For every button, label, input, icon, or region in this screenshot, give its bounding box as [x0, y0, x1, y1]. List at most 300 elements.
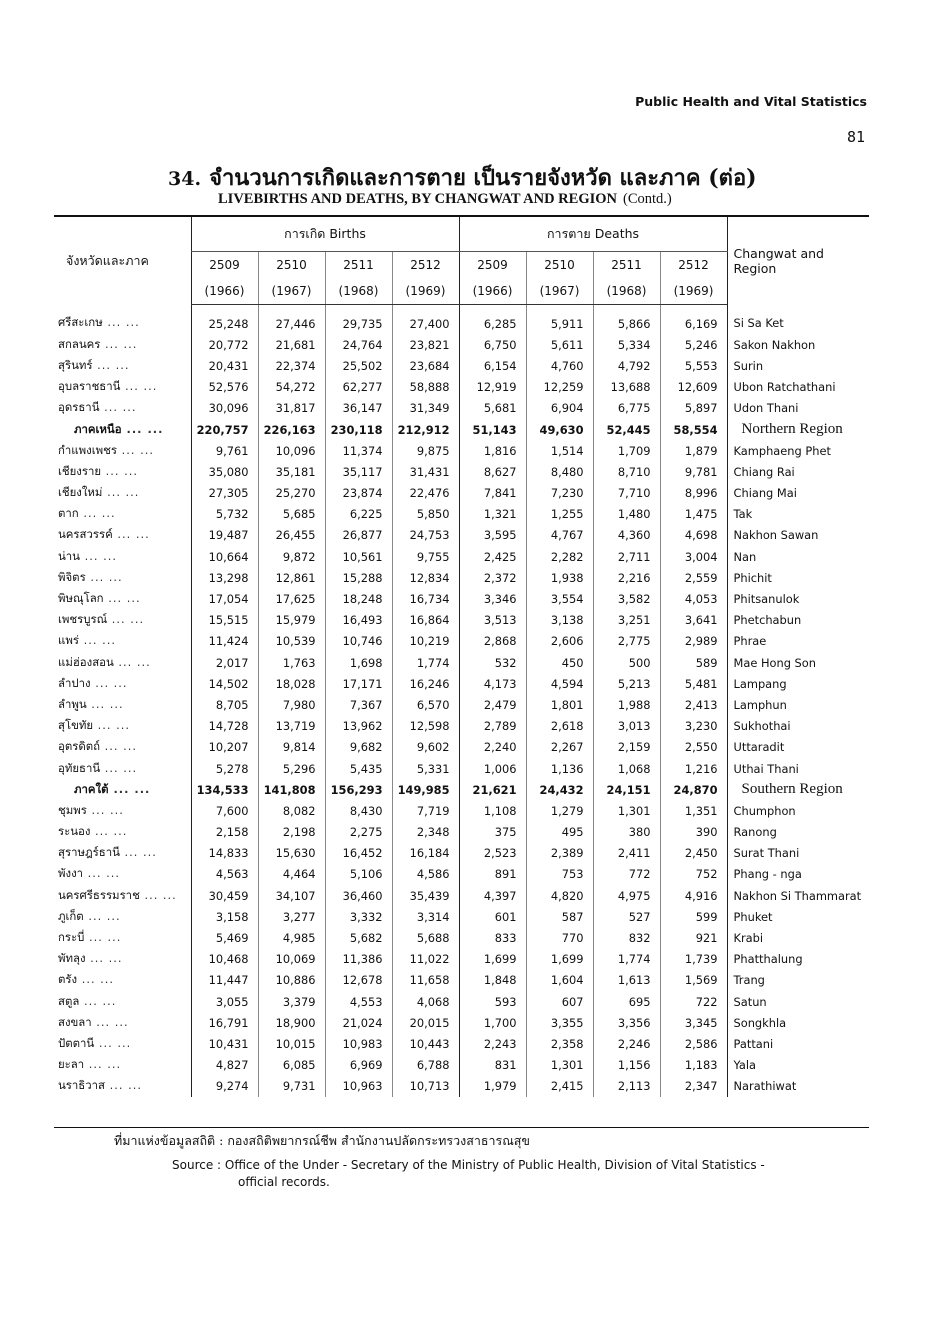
row-label-english: Lampang — [727, 673, 869, 694]
deaths-cell: 4,916 — [660, 885, 727, 906]
deaths-cell: 3,251 — [593, 610, 660, 631]
year-ad-header: (1969) — [660, 278, 727, 305]
births-cell: 230,118 — [325, 419, 392, 440]
changwat-row — [54, 631, 869, 652]
deaths-cell: 4,053 — [660, 588, 727, 609]
leader-dots: ... ... — [90, 675, 128, 690]
changwat-row — [54, 504, 869, 525]
row-label-english: Chiang Rai — [727, 461, 869, 482]
births-cell: 2,198 — [258, 822, 325, 843]
deaths-cell: 2,216 — [593, 567, 660, 588]
leader-dots: ... ... — [103, 591, 141, 606]
changwat-row — [54, 864, 869, 885]
leader-dots: ... ... — [77, 972, 115, 987]
row-label-english: Chiang Mai — [727, 483, 869, 504]
deaths-cell: 3,641 — [660, 610, 727, 631]
births-cell: 25,248 — [191, 305, 258, 335]
year-be-header: 2509 — [459, 252, 526, 279]
births-cell: 7,367 — [325, 694, 392, 715]
row-label-thai-text: สุรินทร์ — [58, 357, 93, 372]
births-cell: 10,664 — [191, 546, 258, 567]
row-label-english: Mae Hong Son — [727, 652, 869, 673]
births-cell: 212,912 — [392, 419, 459, 440]
row-label-english: Phatthalung — [727, 949, 869, 970]
deaths-cell: 3,138 — [526, 610, 593, 631]
births-cell: 4,985 — [258, 927, 325, 948]
deaths-cell: 2,411 — [593, 843, 660, 864]
leader-dots: ... ... — [90, 824, 128, 839]
births-cell: 23,684 — [392, 355, 459, 376]
deaths-cell: 833 — [459, 927, 526, 948]
changwat-row — [54, 377, 869, 398]
leader-dots: ... ... — [78, 633, 116, 648]
births-cell: 11,022 — [392, 949, 459, 970]
births-cell: 25,270 — [258, 483, 325, 504]
leader-dots: ... ... — [139, 887, 177, 902]
row-label-thai-text: สงขลา — [58, 1014, 92, 1029]
right-stub-header: Changwat and Region — [727, 216, 869, 305]
births-cell: 31,349 — [392, 398, 459, 419]
row-label-thai-text: ชุมพร — [58, 802, 87, 817]
births-cell: 9,761 — [191, 440, 258, 461]
year-be-header: 2510 — [526, 252, 593, 279]
leader-dots: ... ... — [102, 315, 140, 330]
deaths-cell: 13,688 — [593, 377, 660, 398]
row-label-thai — [54, 694, 191, 715]
deaths-cell: 2,415 — [526, 1076, 593, 1097]
row-label-english: Northern Region — [727, 419, 869, 440]
row-label-thai-text: ศรีสะเกษ — [58, 315, 103, 330]
year-ad-header: (1968) — [593, 278, 660, 305]
births-cell: 22,476 — [392, 483, 459, 504]
row-label-thai — [54, 525, 191, 546]
deaths-cell: 8,627 — [459, 461, 526, 482]
changwat-row — [54, 737, 869, 758]
births-cell: 5,435 — [325, 758, 392, 779]
row-label-english: Krabi — [727, 927, 869, 948]
changwat-row — [54, 758, 869, 779]
leader-dots: ... ... — [102, 485, 140, 500]
births-cell: 4,563 — [191, 864, 258, 885]
births-cell: 11,374 — [325, 440, 392, 461]
births-cell: 5,688 — [392, 927, 459, 948]
year-ad-header: (1966) — [191, 278, 258, 305]
source-note-thai: ที่มาแห่งข้อมูลสถิติ : กองสถิติพยากรณ์ชีพ สำนักงานปลัดกระทรวงสาธารณสุข — [114, 1133, 530, 1148]
deaths-cell: 1,801 — [526, 694, 593, 715]
changwat-row — [54, 970, 869, 991]
deaths-cell: 722 — [660, 991, 727, 1012]
births-cell: 9,274 — [191, 1076, 258, 1097]
row-label-thai — [54, 334, 191, 355]
births-cell: 2,275 — [325, 822, 392, 843]
births-cell: 156,293 — [325, 779, 392, 800]
births-cell: 6,788 — [392, 1055, 459, 1076]
row-label-thai-text: ปัตตานี — [58, 1035, 95, 1050]
deaths-cell: 1,183 — [660, 1055, 727, 1076]
row-label-thai-text: สกลนคร — [58, 336, 101, 351]
births-cell: 27,446 — [258, 305, 325, 335]
deaths-cell: 380 — [593, 822, 660, 843]
deaths-cell: 2,267 — [526, 737, 593, 758]
deaths-cell: 3,554 — [526, 588, 593, 609]
year-ad-header: (1969) — [392, 278, 459, 305]
deaths-cell: 1,301 — [526, 1055, 593, 1076]
deaths-cell: 2,246 — [593, 1033, 660, 1054]
leader-dots: ... ... — [112, 527, 150, 542]
births-cell: 10,069 — [258, 949, 325, 970]
leader-dots: ... ... — [86, 802, 124, 817]
year-be-header: 2509 — [191, 252, 258, 279]
source-note-english — [172, 1157, 765, 1191]
leader-dots: ... ... — [101, 463, 139, 478]
row-label-thai-text: เชียงใหม่ — [58, 485, 103, 500]
deaths-cell: 500 — [593, 652, 660, 673]
deaths-cell: 2,586 — [660, 1033, 727, 1054]
births-cell: 2,348 — [392, 822, 459, 843]
births-cell: 5,685 — [258, 504, 325, 525]
row-label-thai — [54, 991, 191, 1012]
deaths-cell: 3,346 — [459, 588, 526, 609]
births-cell: 12,598 — [392, 716, 459, 737]
births-cell: 35,181 — [258, 461, 325, 482]
title-contd: (Contd.) — [623, 191, 672, 207]
births-cell: 3,277 — [258, 906, 325, 927]
births-cell: 27,305 — [191, 483, 258, 504]
deaths-cell: 7,710 — [593, 483, 660, 504]
births-cell: 9,731 — [258, 1076, 325, 1097]
table-number: 34. — [168, 168, 202, 190]
deaths-cell: 1,279 — [526, 800, 593, 821]
deaths-cell: 5,611 — [526, 334, 593, 355]
deaths-cell: 12,919 — [459, 377, 526, 398]
row-label-thai — [54, 440, 191, 461]
deaths-cell: 2,282 — [526, 546, 593, 567]
deaths-cell: 2,450 — [660, 843, 727, 864]
deaths-cell: 375 — [459, 822, 526, 843]
deaths-cell: 593 — [459, 991, 526, 1012]
row-label-thai-text: นครศรีธรรมราช — [58, 887, 140, 902]
leader-dots: ... ... — [113, 654, 151, 669]
row-label-thai — [54, 949, 191, 970]
row-label-english: Southern Region — [727, 779, 869, 800]
deaths-cell: 6,169 — [660, 305, 727, 335]
births-cell: 13,719 — [258, 716, 325, 737]
title-english-text: LIVEBIRTHS AND DEATHS, BY CHANGWAT AND REGION — [218, 191, 617, 207]
row-label-english: Songkhla — [727, 1012, 869, 1033]
row-label-english: Yala — [727, 1055, 869, 1076]
row-label-thai-text: แม่ฮ่องสอน — [58, 654, 114, 669]
row-label-thai-text: พัทลุง — [58, 951, 86, 966]
births-cell: 11,424 — [191, 631, 258, 652]
deaths-group-header: การตาย Deaths — [459, 216, 727, 252]
row-label-english: Surin — [727, 355, 869, 376]
deaths-cell: 753 — [526, 864, 593, 885]
title-thai-text: จำนวนการเกิดและการตาย เป็นรายจังหวัด และภาค (ต่อ) — [209, 165, 757, 191]
deaths-cell: 4,975 — [593, 885, 660, 906]
row-label-thai-text: กำแพงเพชร — [58, 442, 117, 457]
row-label-thai — [54, 906, 191, 927]
row-label-thai-text: ตรัง — [58, 972, 78, 987]
deaths-cell: 12,609 — [660, 377, 727, 398]
row-label-english: Nan — [727, 546, 869, 567]
deaths-cell: 21,621 — [459, 779, 526, 800]
deaths-cell: 1,351 — [660, 800, 727, 821]
deaths-cell: 24,870 — [660, 779, 727, 800]
births-cell: 15,288 — [325, 567, 392, 588]
row-label-english: Surat Thani — [727, 843, 869, 864]
births-cell: 19,487 — [191, 525, 258, 546]
row-label-english: Nakhon Si Thammarat — [727, 885, 869, 906]
births-cell: 4,553 — [325, 991, 392, 1012]
leader-dots: ... ... — [108, 781, 151, 796]
row-label-english: Trang — [727, 970, 869, 991]
deaths-cell: 4,767 — [526, 525, 593, 546]
births-cell: 35,080 — [191, 461, 258, 482]
changwat-row — [54, 822, 869, 843]
births-cell: 29,735 — [325, 305, 392, 335]
births-cell: 4,464 — [258, 864, 325, 885]
deaths-cell: 5,911 — [526, 305, 593, 335]
deaths-cell: 607 — [526, 991, 593, 1012]
deaths-cell: 1,816 — [459, 440, 526, 461]
deaths-cell: 4,594 — [526, 673, 593, 694]
deaths-cell: 2,425 — [459, 546, 526, 567]
births-cell: 1,774 — [392, 652, 459, 673]
deaths-cell: 1,613 — [593, 970, 660, 991]
deaths-cell: 58,554 — [660, 419, 727, 440]
deaths-cell: 772 — [593, 864, 660, 885]
statistics-table — [54, 215, 869, 1097]
year-ad-header: (1968) — [325, 278, 392, 305]
births-cell: 7,980 — [258, 694, 325, 715]
changwat-row — [54, 949, 869, 970]
deaths-cell: 9,781 — [660, 461, 727, 482]
deaths-cell: 5,246 — [660, 334, 727, 355]
leader-dots: ... ... — [100, 739, 138, 754]
births-cell: 14,833 — [191, 843, 258, 864]
births-cell: 220,757 — [191, 419, 258, 440]
deaths-cell: 5,897 — [660, 398, 727, 419]
deaths-cell: 4,360 — [593, 525, 660, 546]
births-cell: 26,455 — [258, 525, 325, 546]
changwat-row — [54, 483, 869, 504]
row-label-english: Udon Thani — [727, 398, 869, 419]
births-cell: 10,561 — [325, 546, 392, 567]
row-label-thai — [54, 800, 191, 821]
births-cell: 5,682 — [325, 927, 392, 948]
births-group-header: การเกิด Births — [191, 216, 459, 252]
row-label-thai — [54, 864, 191, 885]
deaths-cell: 3,013 — [593, 716, 660, 737]
deaths-cell: 1,136 — [526, 758, 593, 779]
deaths-cell: 3,513 — [459, 610, 526, 631]
births-cell: 12,678 — [325, 970, 392, 991]
row-label-thai-text: พิษณุโลก — [58, 591, 104, 606]
row-label-thai — [54, 885, 191, 906]
births-cell: 10,713 — [392, 1076, 459, 1097]
births-cell: 21,024 — [325, 1012, 392, 1033]
births-cell: 10,539 — [258, 631, 325, 652]
deaths-cell: 1,068 — [593, 758, 660, 779]
births-cell: 10,015 — [258, 1033, 325, 1054]
births-cell: 8,430 — [325, 800, 392, 821]
deaths-cell: 5,213 — [593, 673, 660, 694]
row-label-thai — [54, 673, 191, 694]
deaths-cell: 2,358 — [526, 1033, 593, 1054]
leader-dots: ... ... — [79, 548, 117, 563]
row-label-thai — [54, 567, 191, 588]
stub-header: จังหวัดและภาค — [66, 252, 149, 268]
changwat-row — [54, 334, 869, 355]
births-cell: 13,298 — [191, 567, 258, 588]
births-cell: 8,082 — [258, 800, 325, 821]
deaths-cell: 24,432 — [526, 779, 593, 800]
births-cell: 23,821 — [392, 334, 459, 355]
deaths-cell: 6,285 — [459, 305, 526, 335]
row-label-thai — [54, 588, 191, 609]
deaths-cell: 4,792 — [593, 355, 660, 376]
row-label-english: Nakhon Sawan — [727, 525, 869, 546]
deaths-cell: 1,988 — [593, 694, 660, 715]
deaths-cell: 3,582 — [593, 588, 660, 609]
births-cell: 35,439 — [392, 885, 459, 906]
births-cell: 11,658 — [392, 970, 459, 991]
row-label-thai — [54, 716, 191, 737]
leader-dots: ... ... — [85, 569, 123, 584]
deaths-cell: 6,154 — [459, 355, 526, 376]
row-label-thai-text: อุบลราชธานี — [58, 379, 121, 394]
changwat-row — [54, 398, 869, 419]
row-label-thai — [54, 610, 191, 631]
row-label-thai — [54, 504, 191, 525]
leader-dots: ... ... — [116, 442, 154, 457]
births-cell: 13,962 — [325, 716, 392, 737]
deaths-cell: 4,760 — [526, 355, 593, 376]
births-cell: 12,834 — [392, 567, 459, 588]
deaths-cell: 1,699 — [459, 949, 526, 970]
page-number: 81 — [846, 128, 865, 146]
deaths-cell: 2,347 — [660, 1076, 727, 1097]
row-label-thai-text: สุราษฎร์ธานี — [58, 845, 120, 860]
births-cell: 5,278 — [191, 758, 258, 779]
row-label-thai-text: เพชรบูรณ์ — [58, 612, 108, 627]
deaths-cell: 921 — [660, 927, 727, 948]
year-be-header: 2511 — [325, 252, 392, 279]
deaths-cell: 4,820 — [526, 885, 593, 906]
changwat-row — [54, 843, 869, 864]
row-label-thai-text: ระนอง — [58, 824, 91, 839]
deaths-cell: 8,710 — [593, 461, 660, 482]
deaths-cell: 1,879 — [660, 440, 727, 461]
deaths-cell: 24,151 — [593, 779, 660, 800]
deaths-cell: 2,389 — [526, 843, 593, 864]
births-cell: 14,728 — [191, 716, 258, 737]
row-label-english: Phang - nga — [727, 864, 869, 885]
changwat-row — [54, 440, 869, 461]
deaths-cell: 770 — [526, 927, 593, 948]
births-cell: 22,374 — [258, 355, 325, 376]
changwat-row — [54, 610, 869, 631]
leader-dots: ... ... — [105, 1078, 142, 1093]
births-cell: 8,705 — [191, 694, 258, 715]
births-cell: 9,602 — [392, 737, 459, 758]
leader-dots: ... ... — [99, 400, 137, 415]
births-cell: 11,386 — [325, 949, 392, 970]
deaths-cell: 4,698 — [660, 525, 727, 546]
deaths-cell: 832 — [593, 927, 660, 948]
deaths-cell: 2,868 — [459, 631, 526, 652]
row-label-thai — [54, 927, 191, 948]
deaths-cell: 1,938 — [526, 567, 593, 588]
deaths-cell: 1,700 — [459, 1012, 526, 1033]
deaths-cell: 2,989 — [660, 631, 727, 652]
births-cell: 58,888 — [392, 377, 459, 398]
deaths-cell: 695 — [593, 991, 660, 1012]
births-cell: 17,625 — [258, 588, 325, 609]
row-label-thai — [54, 1076, 191, 1097]
births-cell: 36,460 — [325, 885, 392, 906]
row-label-thai-text: ลำพูน — [58, 696, 87, 711]
births-cell: 1,763 — [258, 652, 325, 673]
births-cell: 30,459 — [191, 885, 258, 906]
row-label-thai — [54, 398, 191, 419]
births-cell: 34,107 — [258, 885, 325, 906]
row-label-thai-text: อุทัยธานี — [58, 760, 101, 775]
deaths-cell: 2,523 — [459, 843, 526, 864]
births-cell: 226,163 — [258, 419, 325, 440]
row-label-english: Narathiwat — [727, 1076, 869, 1097]
table-title-thai — [168, 160, 757, 195]
births-cell: 16,246 — [392, 673, 459, 694]
changwat-row — [54, 305, 869, 335]
deaths-cell: 1,739 — [660, 949, 727, 970]
deaths-cell: 3,345 — [660, 1012, 727, 1033]
deaths-cell: 6,904 — [526, 398, 593, 419]
births-cell: 149,985 — [392, 779, 459, 800]
births-cell: 6,570 — [392, 694, 459, 715]
births-cell: 2,017 — [191, 652, 258, 673]
row-label-thai — [54, 305, 191, 335]
changwat-row — [54, 588, 869, 609]
births-cell: 24,753 — [392, 525, 459, 546]
year-ad-header: (1967) — [526, 278, 593, 305]
changwat-row — [54, 525, 869, 546]
births-cell: 1,698 — [325, 652, 392, 673]
deaths-cell: 12,259 — [526, 377, 593, 398]
row-label-english: Phitsanulok — [727, 588, 869, 609]
deaths-cell: 1,475 — [660, 504, 727, 525]
leader-dots: ... ... — [121, 421, 164, 436]
deaths-cell: 49,630 — [526, 419, 593, 440]
deaths-cell: 3,356 — [593, 1012, 660, 1033]
births-cell: 5,469 — [191, 927, 258, 948]
deaths-cell: 5,334 — [593, 334, 660, 355]
deaths-cell: 450 — [526, 652, 593, 673]
births-cell: 36,147 — [325, 398, 392, 419]
leader-dots: ... ... — [86, 696, 124, 711]
changwat-row — [54, 800, 869, 821]
deaths-cell: 752 — [660, 864, 727, 885]
births-cell: 6,225 — [325, 504, 392, 525]
births-cell: 62,277 — [325, 377, 392, 398]
leader-dots: ... ... — [84, 1057, 122, 1072]
row-label-thai — [54, 377, 191, 398]
leader-dots: ... ... — [107, 612, 145, 627]
births-cell: 10,746 — [325, 631, 392, 652]
births-cell: 20,015 — [392, 1012, 459, 1033]
deaths-cell: 1,255 — [526, 504, 593, 525]
row-label-thai — [54, 631, 191, 652]
